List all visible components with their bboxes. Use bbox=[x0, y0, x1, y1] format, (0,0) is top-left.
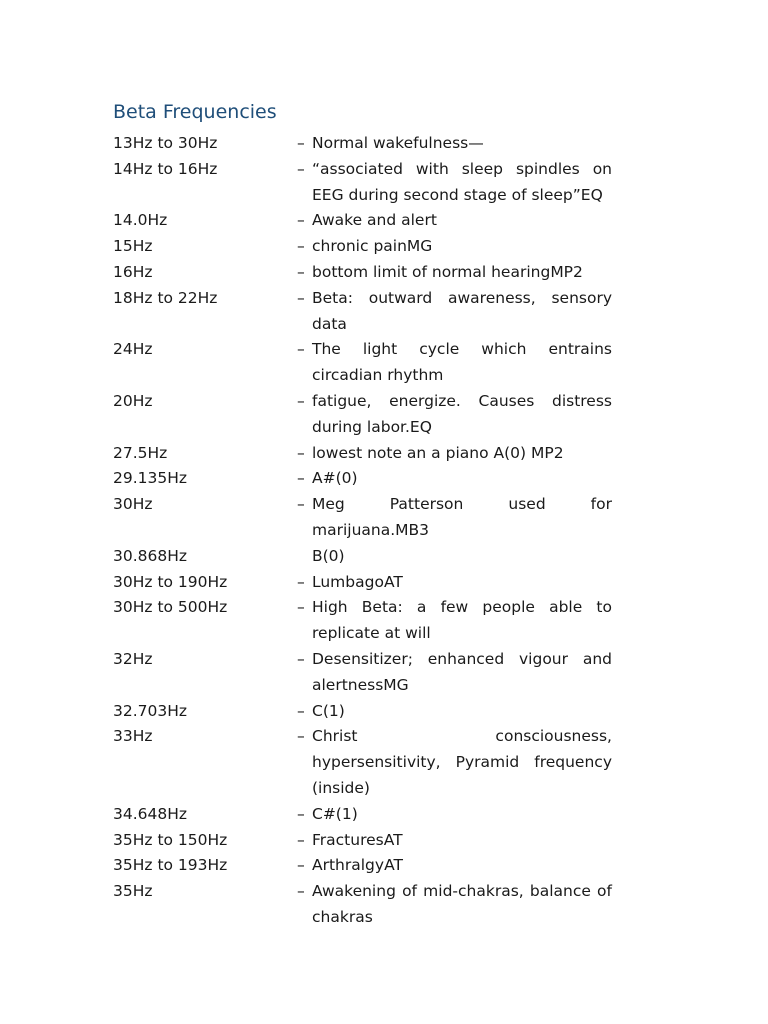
entry-dash: – bbox=[297, 701, 305, 720]
entry-frequency: 35Hz bbox=[113, 882, 153, 901]
entry-description: A#(0) bbox=[312, 469, 358, 488]
entry-frequency: 30.868Hz bbox=[113, 546, 188, 565]
frequency-entry bbox=[113, 699, 612, 725]
entry-description: FracturesAT bbox=[312, 830, 403, 849]
frequency-entry bbox=[113, 724, 612, 801]
entry-frequency: 33Hz bbox=[113, 727, 153, 746]
frequency-entry bbox=[113, 441, 612, 467]
entry-description: fatigue, energize. Causes distress during labor.EQ bbox=[312, 391, 612, 436]
entry-frequency: 30Hz to 500Hz bbox=[113, 598, 228, 617]
entry-dash: – bbox=[297, 572, 305, 591]
frequency-entry bbox=[113, 389, 612, 441]
frequency-entry bbox=[113, 879, 612, 931]
entry-frequency: 32.703Hz bbox=[113, 701, 188, 720]
document-page bbox=[113, 98, 612, 931]
entry-dash: – bbox=[297, 856, 305, 875]
entry-dash: – bbox=[297, 443, 305, 462]
frequency-entry bbox=[113, 234, 612, 260]
entry-dash: – bbox=[297, 288, 305, 307]
entry-dash: – bbox=[297, 211, 305, 230]
entry-dash: – bbox=[297, 804, 305, 823]
entry-frequency: 30Hz bbox=[113, 495, 153, 514]
entry-dash: – bbox=[297, 391, 305, 410]
frequency-entry bbox=[113, 802, 612, 828]
entry-frequency: 34.648Hz bbox=[113, 804, 188, 823]
frequency-entry bbox=[113, 595, 612, 647]
entry-description: B(0) bbox=[312, 546, 345, 565]
entry-dash: – bbox=[297, 649, 305, 668]
frequency-entry bbox=[113, 337, 612, 389]
frequency-entry bbox=[113, 828, 612, 854]
entry-dash: – bbox=[297, 159, 305, 178]
entry-frequency: 35Hz to 150Hz bbox=[113, 830, 228, 849]
entry-dash: – bbox=[297, 882, 305, 901]
entry-frequency: 35Hz to 193Hz bbox=[113, 856, 228, 875]
entry-description: ArthralgyAT bbox=[312, 856, 403, 875]
entry-frequency: 24Hz bbox=[113, 340, 153, 359]
entry-description: The light cycle which entrains circadian rhythm bbox=[312, 340, 612, 385]
frequency-entry bbox=[113, 492, 612, 544]
entry-description: chronic painMG bbox=[312, 237, 433, 256]
entry-description: C#(1) bbox=[312, 804, 358, 823]
frequency-entry bbox=[113, 208, 612, 234]
frequency-entry bbox=[113, 466, 612, 492]
entry-description: Awake and alert bbox=[312, 211, 437, 230]
entry-frequency: 20Hz bbox=[113, 391, 153, 410]
entry-description: “associated with sleep spindles on EEG during second stage of sleep”EQ bbox=[312, 159, 612, 204]
entry-description: Christ consciousness, hypersensitivity, Pyramid frequency (inside) bbox=[312, 727, 612, 797]
entry-frequency: 18Hz to 22Hz bbox=[113, 288, 218, 307]
frequency-entry bbox=[113, 157, 612, 209]
entry-description: Beta: outward awareness, sensory data bbox=[312, 288, 612, 333]
entry-frequency: 27.5Hz bbox=[113, 443, 168, 462]
entry-dash: – bbox=[297, 727, 305, 746]
entry-frequency: 14Hz to 16Hz bbox=[113, 159, 218, 178]
entry-frequency: 15Hz bbox=[113, 237, 153, 256]
frequency-entry bbox=[113, 131, 612, 157]
frequency-entry bbox=[113, 570, 612, 596]
entry-dash: – bbox=[297, 830, 305, 849]
entry-description: High Beta: a few people able to replicate at will bbox=[312, 598, 612, 643]
entry-frequency: 14.0Hz bbox=[113, 211, 168, 230]
entry-dash: – bbox=[297, 469, 305, 488]
entry-description: LumbagoAT bbox=[312, 572, 403, 591]
entry-dash: – bbox=[297, 340, 305, 359]
entry-frequency: 32Hz bbox=[113, 649, 153, 668]
frequency-entry bbox=[113, 647, 612, 699]
entry-dash: – bbox=[297, 262, 305, 281]
entry-dash: – bbox=[297, 134, 305, 152]
frequency-entry bbox=[113, 544, 612, 570]
entry-description: Meg Patterson used for marijuana.MB3 bbox=[312, 495, 612, 539]
entry-description: Desensitizer; enhanced vigour and alertnessMG bbox=[312, 649, 612, 694]
entry-description: C(1) bbox=[312, 701, 345, 720]
entry-dash: – bbox=[297, 598, 305, 617]
frequency-entry bbox=[113, 853, 612, 879]
entry-description: lowest note an a piano A(0) MP2 bbox=[312, 443, 564, 462]
entry-dash: – bbox=[297, 495, 305, 514]
entry-frequency: 16Hz bbox=[113, 262, 153, 281]
entry-description: bottom limit of normal hearingMP2 bbox=[312, 262, 583, 281]
entry-dash: – bbox=[297, 237, 305, 256]
entry-frequency: 29.135Hz bbox=[113, 469, 188, 488]
document-heading: Beta Frequencies bbox=[113, 101, 277, 123]
frequency-entry bbox=[113, 260, 612, 286]
entry-frequency: 30Hz to 190Hz bbox=[113, 572, 228, 591]
entry-description: Normal wakefulness— bbox=[312, 134, 484, 152]
entry-description: Awakening of mid-chakras, balance of chakras bbox=[312, 882, 612, 926]
frequency-entry bbox=[113, 286, 612, 338]
entry-dash bbox=[297, 544, 312, 570]
entry-frequency: 13Hz to 30Hz bbox=[113, 134, 218, 152]
